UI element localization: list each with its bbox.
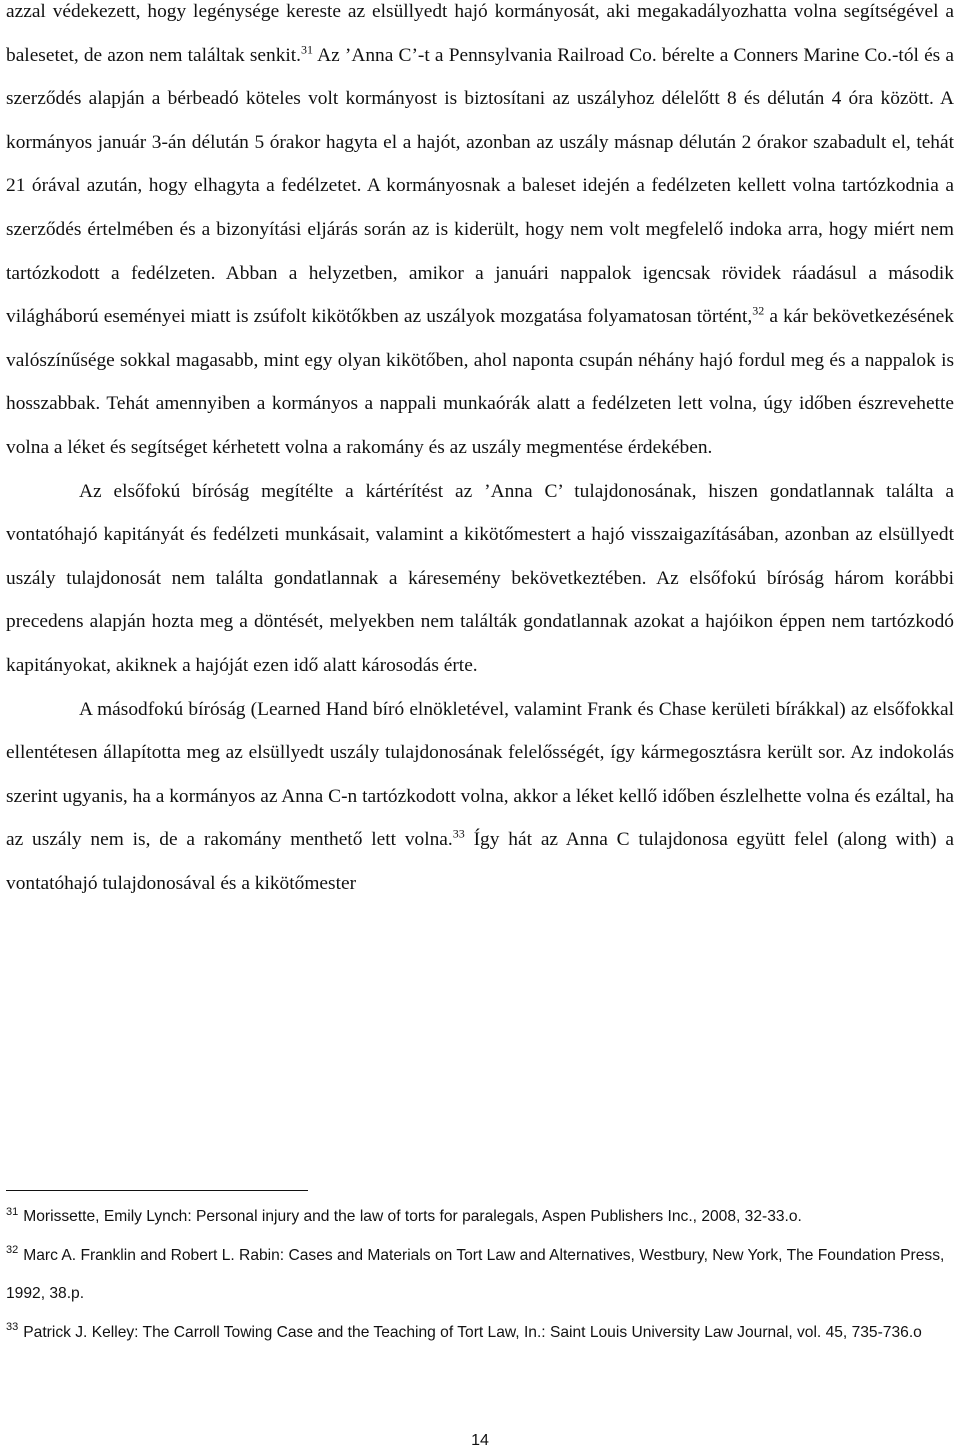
footnote-number-31: 31: [6, 1205, 19, 1218]
paragraph-1-text-c: a kár bekövetkezésének valószínűsége sokkal magasabb, mint egy olyan kikötőben, ahol naponta csupán néhány hajó fordul meg és a nappalok is hosszabbak. Tehát amennyiben a kormányos a nappali munkaórák alatt a fedélzeten lett volna, úgy időben észrevehette volna a léket és segítséget kérhetett volna a rakomány és az uszály megmentése érdekében.: [6, 306, 954, 458]
footnote-33: [6, 1314, 956, 1353]
footnotes: [6, 1198, 956, 1352]
paragraph-3-text-a: A másodfokú bíróság (Learned Hand bíró elnökletével, valamint Frank és Chase kerületi bírákkal) az elsőfokkal ellentétesen állapította meg az elsüllyedt uszály tulajdonosának felelősségét, így kármegosztásra került sor. Az indokolás szerint ugyanis, ha a kormányos az Anna C-n tartózkodott volna, akkor a léket kellő időben észlelhette volna és ezáltal, ha az uszály nem is, de a rakomány menthető lett volna.: [6, 698, 954, 851]
footnote-separator: [6, 1190, 308, 1191]
paragraph-1-text-a: azzal védekezett, hogy legénysége kereste az elsüllyedt hajó kormányosát, aki megakadályozhatta volna segítségével a balesetet, de azon nem találtak senkit.: [6, 1, 954, 66]
page-number: 14: [471, 1432, 489, 1449]
footnote-32: [6, 1237, 956, 1314]
footnote-text-32: Marc A. Franklin and Robert L. Rabin: Cases and Materials on Tort Law and Alternatives, Westbury, New York, The Foundation Press, 1992, 38.p.: [6, 1246, 945, 1302]
footnote-number-32: 32: [6, 1244, 19, 1257]
footnote-ref-33[interactable]: 33: [452, 826, 465, 841]
footnote-text-33: Patrick J. Kelley: The Carroll Towing Case and the Teaching of Tort Law, In.: Saint Louis University Law Journal, vol. 45, 735-736.o: [23, 1323, 922, 1341]
body-text: [6, 0, 954, 905]
footnote-31: [6, 1198, 956, 1237]
paragraph-3: [6, 688, 954, 906]
footnote-number-33: 33: [6, 1321, 19, 1334]
footnote-text-31: Morissette, Emily Lynch: Personal injury and the law of torts for paralegals, Aspen Publishers Inc., 2008, 32-33.o.: [23, 1208, 802, 1225]
footnote-ref-31[interactable]: 31: [301, 42, 314, 57]
paragraph-1: [6, 0, 954, 470]
footnote-ref-32[interactable]: 32: [752, 303, 765, 318]
paragraph-3-text-b: Így hát az Anna C tulajdonosa együtt felel (along with) a vontatóhajó tulajdonosával és a kikötőmester: [6, 829, 954, 894]
paragraph-1-text-b: Az ’Anna C’-t a Pennsylvania Railroad Co. bérelte a Conners Marine Co.-tól és a szerződés alapján a bérbeadó köteles volt kormányost is biztosítani az uszályhoz délelőtt 8 és délután 4 óra között. A kormányos január 3-án délután 5 órakor hagyta el a hajót, azonban az uszály másnap délután 2 órakor szabadult el, tehát 21 órával azután, hogy elhagyta a fedélzetet. A kormányosnak a baleset idején a fedélzeten kellett volna tartózkodnia a szerződés értelmében és a bizonyítási eljárás során az is kiderült, hogy nem volt megfelelő indoka arra, hogy miért nem tartózkodott a fedélzeten. Abban a helyzetben, amikor a januári nappalok igencsak rövidek ráadásul a második világháború eseményei miatt is zsúfolt kikötőkben az uszályok mozgatása folyamatosan történt,: [6, 44, 954, 328]
paragraph-2-text: Az elsőfokú bíróság megítélte a kártérítést az ’Anna C’ tulajdonosának, hiszen gondatlannak találta a vontatóhajó kapitányát és fedélzeti munkásait, valamint a kikötőmestert a hajó visszaigazításában, azonban az elsüllyedt uszály tulajdonosát nem találta gondatlannak a káresemény bekövetkeztében. Az elsőfokú bíróság három korábbi precedens alapján hozta meg a döntését, melyekben nem találták gondatlannak azokat a hajóikon éppen nem tartózkodó kapitányokat, akiknek a hajóját ezen idő alatt károsodás érte.: [6, 480, 954, 676]
paragraph-2: [6, 470, 954, 688]
